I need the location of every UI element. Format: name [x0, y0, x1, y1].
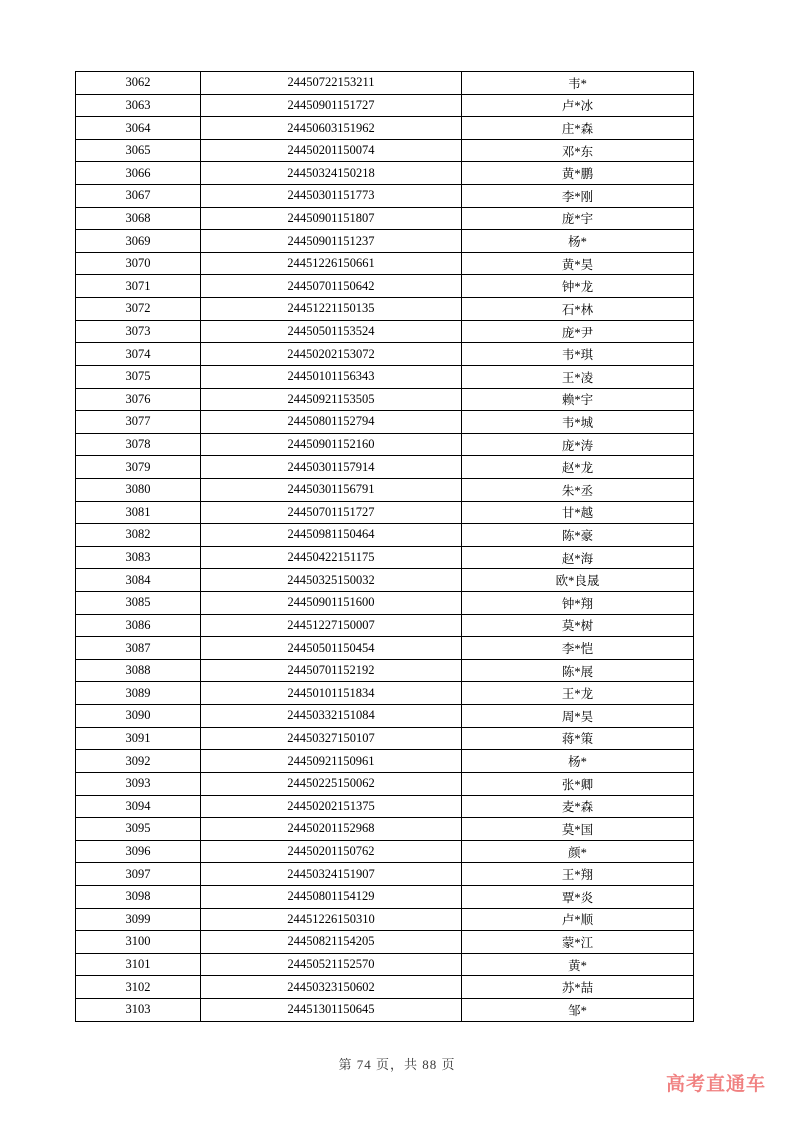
cell-sequence-number: 3099: [76, 908, 201, 931]
page-number-footer: 第 74 页，共 88 页: [338, 1057, 456, 1072]
cell-sequence-number: 3096: [76, 840, 201, 863]
cell-masked-name: 王*龙: [462, 682, 694, 705]
cell-exam-id: 24450325150032: [201, 569, 462, 592]
cell-sequence-number: 3075: [76, 365, 201, 388]
table-row: [76, 705, 694, 728]
cell-sequence-number: 3083: [76, 546, 201, 569]
table-row: [76, 546, 694, 569]
cell-exam-id: 24450901151600: [201, 592, 462, 615]
cell-sequence-number: 3068: [76, 207, 201, 230]
cell-masked-name: 李*刚: [462, 185, 694, 208]
cell-masked-name: 张*卿: [462, 772, 694, 795]
table-row: [76, 252, 694, 275]
table-row: [76, 682, 694, 705]
cell-exam-id: 24450201150074: [201, 139, 462, 162]
cell-exam-id: 24451226150310: [201, 908, 462, 931]
cell-sequence-number: 3072: [76, 298, 201, 321]
cell-exam-id: 24450701151727: [201, 501, 462, 524]
cell-sequence-number: 3094: [76, 795, 201, 818]
cell-exam-id: 24450901151727: [201, 94, 462, 117]
cell-exam-id: 24451301150645: [201, 998, 462, 1021]
cell-masked-name: 蒋*策: [462, 727, 694, 750]
table-row: [76, 976, 694, 999]
cell-masked-name: 韦*城: [462, 411, 694, 434]
cell-sequence-number: 3067: [76, 185, 201, 208]
cell-exam-id: 24450501150454: [201, 637, 462, 660]
cell-exam-id: 24450701152192: [201, 659, 462, 682]
cell-sequence-number: 3071: [76, 275, 201, 298]
table-row: [76, 343, 694, 366]
table-row: [76, 953, 694, 976]
table-row: [76, 456, 694, 479]
table-row: [76, 207, 694, 230]
table-row: [76, 931, 694, 954]
cell-masked-name: 颜*: [462, 840, 694, 863]
table-row: [76, 818, 694, 841]
cell-sequence-number: 3098: [76, 885, 201, 908]
cell-sequence-number: 3082: [76, 524, 201, 547]
cell-exam-id: 24451226150661: [201, 252, 462, 275]
cell-masked-name: 莫*树: [462, 614, 694, 637]
table-row: [76, 614, 694, 637]
table-row: [76, 411, 694, 434]
cell-sequence-number: 3090: [76, 705, 201, 728]
table-row: [76, 998, 694, 1021]
table-row: [76, 365, 694, 388]
table-row: [76, 637, 694, 660]
cell-masked-name: 黄*鹏: [462, 162, 694, 185]
cell-masked-name: 石*林: [462, 298, 694, 321]
cell-exam-id: 24450201152968: [201, 818, 462, 841]
cell-exam-id: 24450981150464: [201, 524, 462, 547]
cell-exam-id: 24450901151237: [201, 230, 462, 253]
cell-sequence-number: 3081: [76, 501, 201, 524]
cell-sequence-number: 3080: [76, 478, 201, 501]
cell-exam-id: 24450801154129: [201, 885, 462, 908]
cell-sequence-number: 3077: [76, 411, 201, 434]
cell-sequence-number: 3085: [76, 592, 201, 615]
cell-masked-name: 王*翔: [462, 863, 694, 886]
table-row: [76, 478, 694, 501]
cell-sequence-number: 3079: [76, 456, 201, 479]
cell-exam-id: 24450301151773: [201, 185, 462, 208]
watermark-text: 高考直通车: [665, 1074, 766, 1095]
candidate-table: [75, 71, 694, 1022]
cell-exam-id: 24450501153524: [201, 320, 462, 343]
table-row: [76, 750, 694, 773]
table-row: [76, 388, 694, 411]
cell-sequence-number: 3063: [76, 94, 201, 117]
cell-exam-id: 24450201150762: [201, 840, 462, 863]
cell-exam-id: 24450323150602: [201, 976, 462, 999]
cell-masked-name: 庞*涛: [462, 433, 694, 456]
cell-exam-id: 24450901151807: [201, 207, 462, 230]
cell-masked-name: 陈*展: [462, 659, 694, 682]
cell-sequence-number: 3073: [76, 320, 201, 343]
table-row: [76, 320, 694, 343]
cell-sequence-number: 3069: [76, 230, 201, 253]
cell-masked-name: 杨*: [462, 750, 694, 773]
cell-masked-name: 卢*顺: [462, 908, 694, 931]
table-row: [76, 139, 694, 162]
cell-masked-name: 韦*: [462, 72, 694, 95]
cell-sequence-number: 3070: [76, 252, 201, 275]
cell-masked-name: 欧*良晟: [462, 569, 694, 592]
cell-sequence-number: 3087: [76, 637, 201, 660]
cell-exam-id: 24450722153211: [201, 72, 462, 95]
table-row: [76, 94, 694, 117]
cell-exam-id: 24450521152570: [201, 953, 462, 976]
cell-masked-name: 王*凌: [462, 365, 694, 388]
cell-exam-id: 24451221150135: [201, 298, 462, 321]
table-row: [76, 162, 694, 185]
cell-sequence-number: 3078: [76, 433, 201, 456]
cell-exam-id: 24450422151175: [201, 546, 462, 569]
cell-sequence-number: 3088: [76, 659, 201, 682]
table-row: [76, 659, 694, 682]
cell-masked-name: 钟*龙: [462, 275, 694, 298]
cell-masked-name: 庞*尹: [462, 320, 694, 343]
cell-sequence-number: 3092: [76, 750, 201, 773]
cell-exam-id: 24450324151907: [201, 863, 462, 886]
cell-sequence-number: 3089: [76, 682, 201, 705]
cell-masked-name: 赵*龙: [462, 456, 694, 479]
table-row: [76, 230, 694, 253]
table-row: [76, 569, 694, 592]
cell-masked-name: 朱*丞: [462, 478, 694, 501]
table-row: [76, 185, 694, 208]
cell-sequence-number: 3101: [76, 953, 201, 976]
cell-exam-id: 24450821154205: [201, 931, 462, 954]
cell-sequence-number: 3097: [76, 863, 201, 886]
table-row: [76, 795, 694, 818]
cell-exam-id: 24450202151375: [201, 795, 462, 818]
cell-masked-name: 卢*冰: [462, 94, 694, 117]
cell-masked-name: 麦*森: [462, 795, 694, 818]
cell-masked-name: 苏*喆: [462, 976, 694, 999]
cell-masked-name: 李*恺: [462, 637, 694, 660]
cell-exam-id: 24450301156791: [201, 478, 462, 501]
table-row: [76, 275, 694, 298]
cell-masked-name: 黄*: [462, 953, 694, 976]
cell-exam-id: 24450101156343: [201, 365, 462, 388]
table-row: [76, 298, 694, 321]
cell-masked-name: 甘*越: [462, 501, 694, 524]
table-row: [76, 433, 694, 456]
cell-masked-name: 庞*宇: [462, 207, 694, 230]
cell-masked-name: 邹*: [462, 998, 694, 1021]
cell-sequence-number: 3064: [76, 117, 201, 140]
table-row: [76, 863, 694, 886]
cell-exam-id: 24450301157914: [201, 456, 462, 479]
cell-masked-name: 黄*昊: [462, 252, 694, 275]
cell-exam-id: 24450101151834: [201, 682, 462, 705]
cell-masked-name: 周*昊: [462, 705, 694, 728]
cell-sequence-number: 3102: [76, 976, 201, 999]
cell-sequence-number: 3086: [76, 614, 201, 637]
cell-exam-id: 24450327150107: [201, 727, 462, 750]
table-row: [76, 117, 694, 140]
cell-masked-name: 钟*翔: [462, 592, 694, 615]
table-row: [76, 524, 694, 547]
candidate-table-body: [76, 72, 694, 1022]
cell-exam-id: 24450921153505: [201, 388, 462, 411]
cell-exam-id: 24450324150218: [201, 162, 462, 185]
cell-masked-name: 邓*东: [462, 139, 694, 162]
cell-exam-id: 24450921150961: [201, 750, 462, 773]
cell-masked-name: 覃*炎: [462, 885, 694, 908]
cell-sequence-number: 3066: [76, 162, 201, 185]
table-row: [76, 72, 694, 95]
cell-exam-id: 24450701150642: [201, 275, 462, 298]
cell-sequence-number: 3093: [76, 772, 201, 795]
cell-sequence-number: 3065: [76, 139, 201, 162]
cell-masked-name: 杨*: [462, 230, 694, 253]
cell-exam-id: 24450801152794: [201, 411, 462, 434]
table-row: [76, 885, 694, 908]
cell-masked-name: 赵*海: [462, 546, 694, 569]
table-row: [76, 501, 694, 524]
cell-masked-name: 庄*森: [462, 117, 694, 140]
cell-sequence-number: 3062: [76, 72, 201, 95]
cell-masked-name: 莫*国: [462, 818, 694, 841]
cell-exam-id: 24451227150007: [201, 614, 462, 637]
cell-sequence-number: 3084: [76, 569, 201, 592]
cell-exam-id: 24450901152160: [201, 433, 462, 456]
cell-masked-name: 陈*豪: [462, 524, 694, 547]
cell-sequence-number: 3076: [76, 388, 201, 411]
cell-masked-name: 蒙*江: [462, 931, 694, 954]
cell-sequence-number: 3100: [76, 931, 201, 954]
cell-sequence-number: 3074: [76, 343, 201, 366]
cell-masked-name: 韦*琪: [462, 343, 694, 366]
table-row: [76, 772, 694, 795]
cell-sequence-number: 3095: [76, 818, 201, 841]
table-row: [76, 908, 694, 931]
table-row: [76, 592, 694, 615]
cell-exam-id: 24450332151084: [201, 705, 462, 728]
table-row: [76, 727, 694, 750]
cell-exam-id: 24450603151962: [201, 117, 462, 140]
cell-exam-id: 24450225150062: [201, 772, 462, 795]
cell-masked-name: 赖*宇: [462, 388, 694, 411]
cell-sequence-number: 3091: [76, 727, 201, 750]
cell-exam-id: 24450202153072: [201, 343, 462, 366]
cell-sequence-number: 3103: [76, 998, 201, 1021]
table-row: [76, 840, 694, 863]
